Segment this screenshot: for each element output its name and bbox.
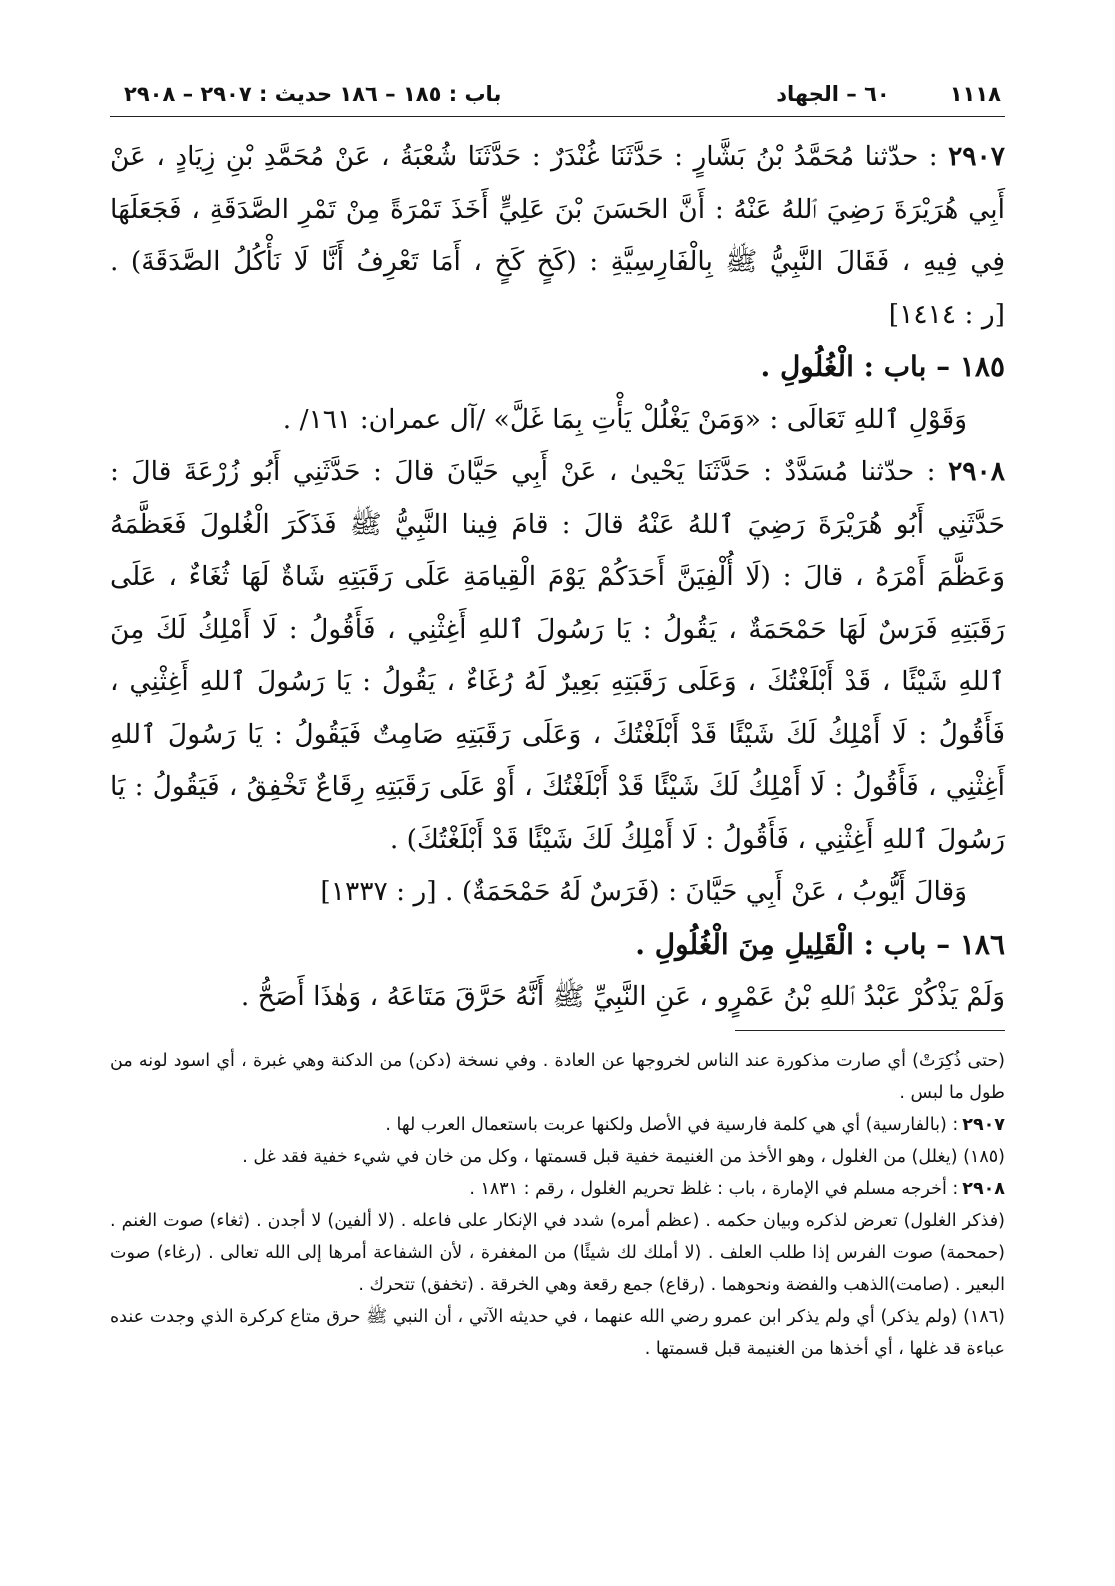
hadith-2907 (110, 131, 1005, 341)
footnote-2908 (110, 1173, 1005, 1205)
section-range: باب : ١٨٥ – ١٨٦ حديث : ٢٩٠٧ – ٢٩٠٨ (124, 82, 502, 106)
hadith-number: ٢٩٠٧ (948, 141, 1005, 172)
chapter-186-text: وَلَمْ يَذْكُرْ عَبْدُ ٱللهِ بْنُ عَمْرٍو ، عَنِ النَّبِيِّ ﷺ أَنَّهُ حَرَّقَ مَتَاعَهُ ، وَهٰذَا أَصَحُّ . (240, 981, 1005, 1012)
hadith-2908 (110, 446, 1005, 866)
cross-reference: [ر : ١٤١٤] (888, 298, 1005, 330)
footnote-2907 (110, 1109, 1005, 1141)
hadith-text: : حدّثنا مُحَمَّدُ بْنُ بَشَّارٍ : حَدَّثَنَا غُنْدَرٌ : حَدَّثَنَا شُعْبَةُ ، عَنْ مُحَمَّدِ بْنِ زِيَادٍ ، عَنْ أَبِي هُرَيْرَةَ رَضِيَ ٱللهُ عَنْهُ : أَنَّ الحَسَنَ بْنَ عَلِيٍّ أَخَذَ تَمْرَةً مِنْ تَمْرِ الصَّدَقَةِ ، فَجَعَلَهَا فِي فِيهِ ، فَقَالَ النَّبِيُّ ﷺ بِالْفَارِسِيَّةِ : (كَخٍ كَخٍ ، أَمَا تَعْرِفُ أَنَّا لَا نَأْكُلُ الصَّدَقَةَ) . (110, 141, 1005, 277)
hadith-text: : حدّثنا مُسَدَّدٌ : حَدَّثَنَا يَحْيىٰ ، عَنْ أَبِي حَيَّانَ قالَ : حَدَّثَنِي أَبُو زُرْعَةَ قالَ : حَدَّثَنِي أَبُو هُرَيْرَةَ رَضِيَ ٱللهُ عَنْهُ قالَ : قامَ فِينا النَّبِيُّ ﷺ فَذَكَرَ الْغُلولَ فَعَظَّمَهُ وَعَظَّمَ أَمْرَهُ ، قالَ : (لَا أُلْفِيَنَّ أَحَدَكُمْ يَوْمَ الْقِيامَةِ عَلَى رَقَبَتِهِ شَاةٌ لَهَا ثُغَاءٌ ، عَلَى رَقَبَتِهِ فَرَسٌ لَهَا حَمْحَمَةٌ ، يَقُولُ : يَا رَسُولَ ٱللهِ أَغِثْنِي ، فَأَقُولُ : لَا أَمْلِكُ لَكَ مِنَ ٱللهِ شَيْئًا ، قَدْ أَبْلَغْتُكَ ، وَعَلَى رَقَبَتِهِ بَعِيرٌ لَهُ رُغَاءٌ ، يَقُولُ : يَا رَسُولَ ٱللهِ أَغِثْنِي ، فَأَقُولُ : لَا أَمْلِكُ لَكَ شَيْئًا قَدْ أَبْلَغْتُكَ ، وَعَلَى رَقَبَتِهِ صَامِتٌ فَيَقُولُ : يَا رَسُولَ ٱللهِ أَغِثْنِي ، فَأَقُولُ : لَا أَمْلِكُ لَكَ شَيْئًا قَدْ أَبْلَغْتُكَ ، أَوْ عَلَى رَقَبَتِهِ رِقَاعٌ تَخْفِقُ ، فَيَقُولُ : يَا رَسُولَ ٱللهِ أَغِثْنِي ، فَأَقُولُ : لَا أَمْلِكُ لَكَ شَيْئًا قَدْ أَبْلَغْتُكَ) . (110, 456, 1005, 855)
footnote-number: ٢٩٠٧ (962, 1114, 1005, 1135)
main-text (110, 131, 1005, 1024)
ayyub-note: وَقالَ أَيُّوبُ ، عَنْ أَبِي حَيَّانَ : (فَرَسٌ لَهُ حَمْحَمَةٌ) . [ر : ١٣٣٧] (320, 876, 967, 907)
quran-verse: وَقَوْلِ ٱللهِ تَعَالَى : «وَمَنْ يَغْلُلْ يَأْتِ بِمَا غَلَّ» /آل عمران: ١٦١/ . (282, 403, 967, 435)
chapter-heading-186: ١٨٦ – باب : الْقَلِيلِ مِنَ الْغُلُولِ . (635, 927, 1005, 961)
footnote-hatta: (حتى ذُكِرَتْ) أي صارت مذكورة عند الناس لخروجها عن العادة . وفي نسخة (دكن) من الدكنة وهي غبرة ، أي اسود لونه من طول ما لبس . (110, 1050, 1005, 1103)
footnote-2908-explanation: (فذكر الغلول) تعرض لذكره وبيان حكمه . (عظم أمره) شدد في الإنكار على فاعله . (لا ألفين) لا أجدن . (ثغاء) صوت الغنم . (حمحمة) صوت الفرس إذا طلب العلف . (لا أملك لك شيئًا) من المغفرة ، لأن الشفاعة أمرها إلى الله تعالى . (رغاء) صوت البعير . (صامت)الذهب والفضة ونحوهما . (رقاع) جمع رقعة وهي الخرقة . (تخفق) تتحرك . (110, 1210, 1005, 1295)
footnotes (110, 1045, 1005, 1365)
footnote-text: : (بالفارسية) أي هي كلمة فارسية في الأصل ولكنها عربت باستعمال العرب لها . (385, 1114, 959, 1135)
footnote-number: ٢٩٠٨ (962, 1178, 1005, 1199)
hadith-number: ٢٩٠٨ (948, 456, 1005, 487)
footnote-186: (١٨٦) (ولم يذكر) أي ولم يذكر ابن عمرو رضي الله عنهما ، في حديثه الآتي ، أن النبي ﷺ حرق متاع كركرة الذي وجدت عنده عباءة قد غلها ، أي أخذها من الغنيمة قبل قسمتها . (110, 1306, 1005, 1359)
page-number: ١١١٨ (949, 82, 1001, 106)
footnote-185: (١٨٥) (يغلل) من الغلول ، وهو الأخذ من الغنيمة خفية قبل قسمتها ، وكل من خان في شيء خفية فقد غل . (242, 1146, 1005, 1167)
footnote-separator (735, 1030, 1005, 1031)
footnote-text: : أخرجه مسلم في الإمارة ، باب : غلظ تحريم الغلول ، رقم : ١٨٣١ . (469, 1178, 959, 1199)
footnote-separator-wrap (110, 1024, 1005, 1045)
running-header (110, 82, 1005, 117)
chapter-heading-185: ١٨٥ – باب : الْغُلُولِ . (760, 350, 1005, 383)
chapter-title: ٦٠ – الجهاد (776, 82, 890, 106)
